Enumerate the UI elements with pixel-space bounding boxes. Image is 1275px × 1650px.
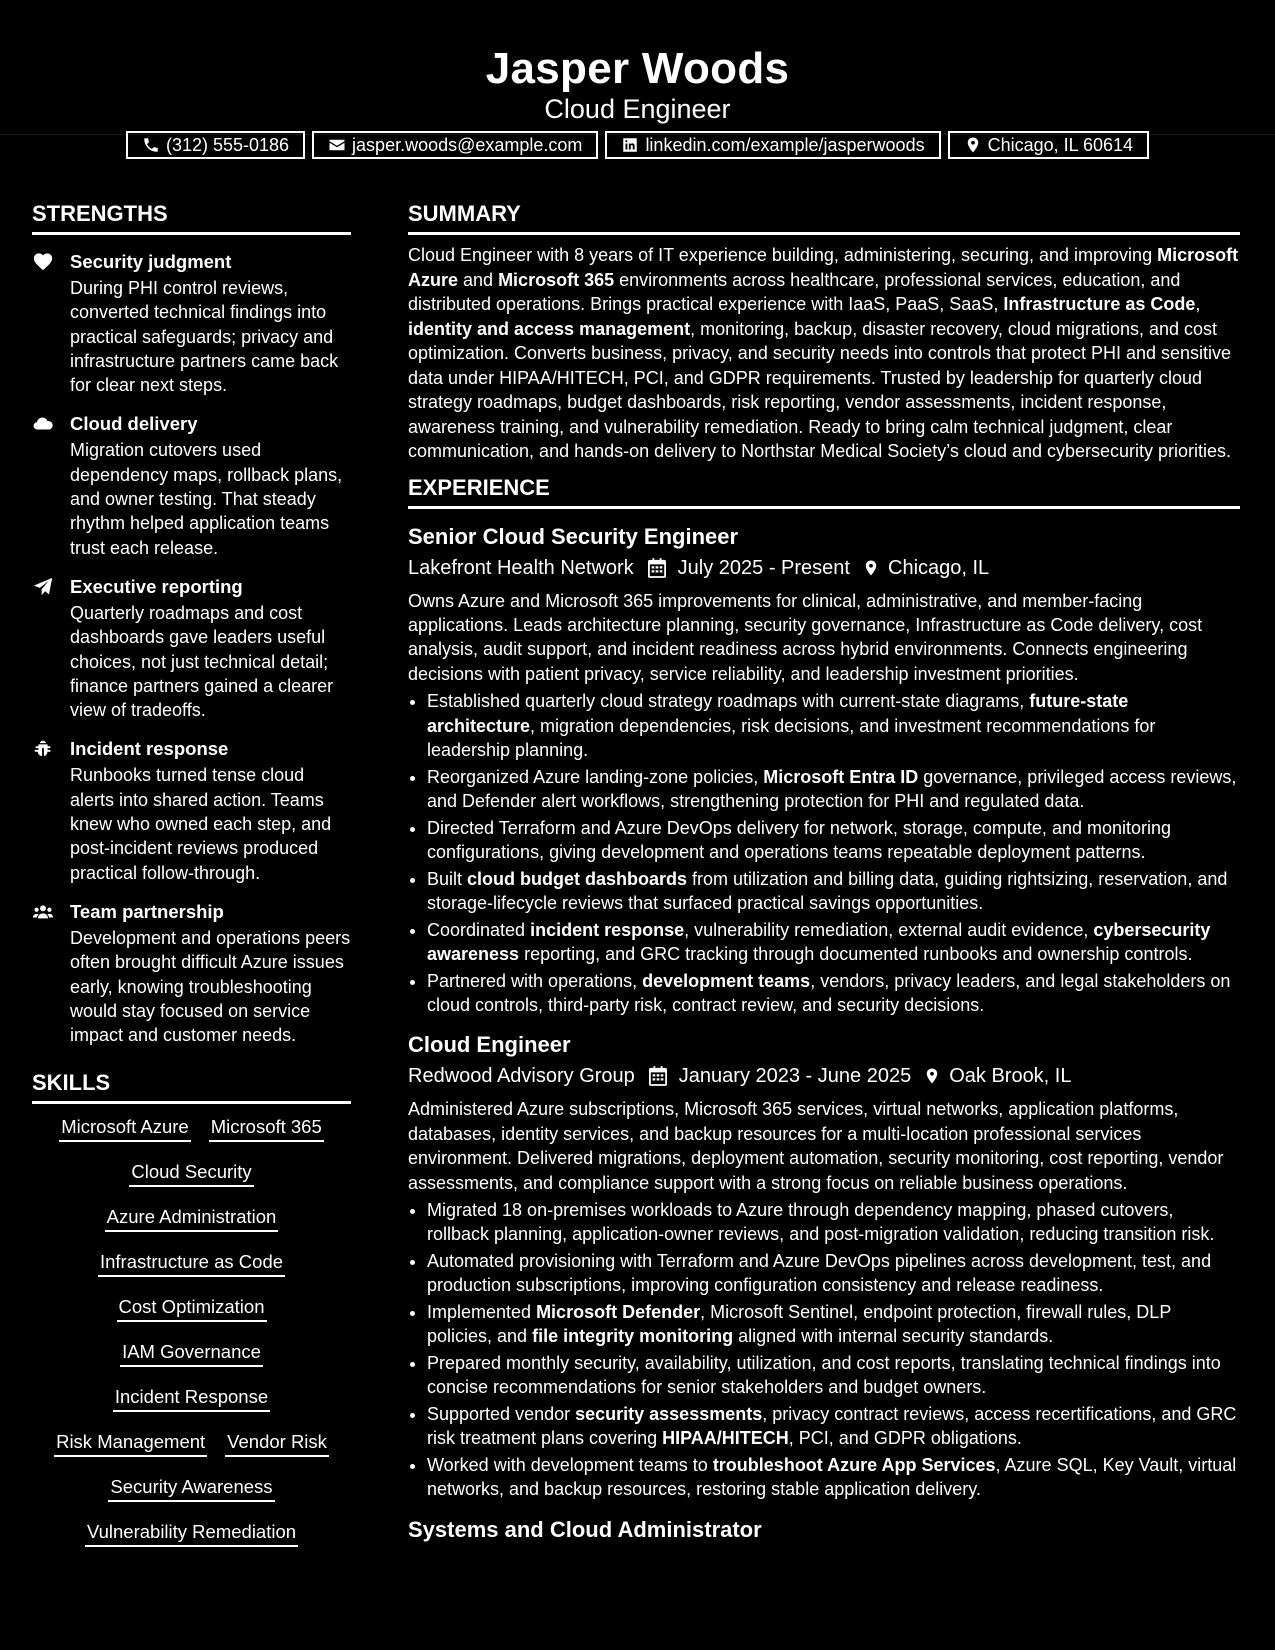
- contact-phone[interactable]: [126, 131, 305, 159]
- strength-desc: Migration cutovers used dependency maps, rollback plans, and owner testing. That steady rhythm helped application teams trust each release.: [70, 440, 343, 558]
- bullet-item: • Built cloud budget dashboards from utilization and billing data, guiding rightsizing, reservation, and storage-lifecycle reviews that surfaced practical savings opportunities.: [427, 867, 1240, 916]
- bullet-item: • Automated provisioning with Terraform and Azure DevOps pipelines across development, test, and production subscriptions, improving configuration consistency and release readiness.: [427, 1249, 1240, 1298]
- job-entry: [408, 523, 1240, 1018]
- cloud-icon: [32, 413, 54, 435]
- skill-row: [32, 1243, 351, 1288]
- bullet-item: • Supported vendor security assessments, privacy contract reviews, access recertifications, and GRC risk treatment plans covering HIPAA/HITECH, PCI, and GDPR obligations.: [427, 1402, 1240, 1451]
- job-title: Cloud Engineer: [408, 1032, 571, 1058]
- location-pin-icon: [923, 1066, 941, 1086]
- skill-row: [32, 1288, 351, 1333]
- left-column: [32, 200, 351, 1558]
- candidate-name: Jasper Woods: [485, 44, 790, 93]
- skill-row: [32, 1108, 351, 1153]
- contact-location[interactable]: [948, 131, 1149, 159]
- paper-plane-icon: [32, 576, 54, 598]
- bullet-item: • Implemented Microsoft Defender, Microsoft Sentinel, endpoint protection, firewall rules, DLP policies, and file integrity monitoring aligned with internal security standards.: [427, 1300, 1240, 1349]
- heart-icon: [32, 251, 54, 273]
- location-pin-icon: [964, 136, 982, 154]
- strength-desc: Development and operations peers often brought difficult Azure issues early, knowing troubleshooting would stay focused on service impact and customer needs.: [70, 927, 351, 1046]
- strength-desc: During PHI control reviews, converted technical findings into practical safeguards; privacy and infrastructure partners came back for clear next steps.: [70, 278, 339, 396]
- contact-bar: [0, 131, 1275, 159]
- resume-header: [0, 0, 1275, 155]
- strength-desc: Quarterly roadmaps and cost dashboards gave leaders useful choices, not just technical detail; finance partners gained a clearer view of tradeoffs.: [70, 602, 334, 721]
- job-description: Administered Azure subscriptions, Microsoft 365 services, virtual networks, application platforms, databases, identity services, and backup resources for a multi-location professional services environment. Delivered migrations, deployment automation, security monitoring, cost reporting, vendor assessments, and compliance support with a strong focus on reliable business operations.: [408, 1099, 1224, 1193]
- right-column: [408, 200, 1240, 1544]
- contact-email[interactable]: [312, 131, 598, 159]
- strength-title: Team partnership: [70, 900, 224, 922]
- skill-row: [32, 1423, 351, 1468]
- strength-item: [32, 412, 351, 559]
- job-description: Owns Azure and Microsoft 365 improvements for clinical, administrative, and member-facing applications. Leads architecture planning, security governance, Infrastructure as Code delivery, cost analysis, audit support, and incident readiness across hybrid environments. Connects engineering decisions with patient privacy, service reliability, and leadership investment priorities.: [408, 590, 1203, 684]
- skill-tag: Azure Administration: [105, 1206, 279, 1232]
- skill-row: [32, 1153, 351, 1198]
- strength-item: [32, 575, 351, 722]
- bullet-item: • Established quarterly cloud strategy roadmaps with current-state diagrams, future-state architecture, migration dependencies, risk decisions, and investment recommendations for leadership planning.: [427, 689, 1240, 762]
- strength-title: Security judgment: [70, 251, 232, 272]
- phone-icon: [142, 136, 160, 154]
- job-bullets: [408, 1198, 1240, 1502]
- bullet-item: • Reorganized Azure landing-zone policies, Microsoft Entra ID governance, privileged access reviews, and Defender alert workflows, strengthening protection for PHI and regulated data.: [427, 765, 1240, 814]
- skill-row: [32, 1198, 351, 1243]
- linkedin-text: linkedin.com/example/jasperwoods: [645, 134, 925, 155]
- skill-tag: Microsoft 365: [209, 1116, 324, 1142]
- strength-title: Cloud delivery: [70, 413, 198, 435]
- location-pin-icon: [862, 558, 880, 578]
- job-location: Chicago, IL: [888, 556, 990, 579]
- linkedin-icon: [621, 136, 639, 154]
- contact-linkedin[interactable]: [605, 131, 940, 159]
- skill-row: [32, 1378, 351, 1423]
- email-text: jasper.woods@example.com: [352, 134, 583, 155]
- strength-item: [32, 900, 351, 1047]
- bullet-item: • Prepared monthly security, availability, utilization, and cost reports, translating technical findings into concise recommendations for senior stakeholders and budget owners.: [427, 1351, 1240, 1400]
- skill-tag: Cost Optimization: [117, 1296, 267, 1322]
- job-location: Oak Brook, IL: [949, 1065, 1072, 1088]
- job-title: Senior Cloud Security Engineer: [408, 523, 739, 549]
- skill-row: [32, 1333, 351, 1378]
- skill-tag: Microsoft Azure: [59, 1116, 191, 1142]
- job-entry: [408, 1031, 1240, 1501]
- bullet-item: • Coordinated incident response, vulnerability remediation, external audit evidence, cybersecurity awareness reporting, and GRC tracking through documented runbooks and ownership controls.: [427, 918, 1240, 967]
- skill-tag: IAM Governance: [120, 1341, 263, 1367]
- skill-tag: Incident Response: [113, 1386, 270, 1412]
- bug-icon: [32, 738, 54, 760]
- envelope-icon: [328, 136, 346, 154]
- skill-tag: Vulnerability Remediation: [85, 1521, 298, 1547]
- strength-item: [32, 250, 351, 397]
- skill-row: [32, 1513, 351, 1558]
- summary-text: Cloud Engineer with 8 years of IT experience building, administering, securing, and improving Microsoft Azure and Microsoft 365 environments across healthcare, professional services, education, and distributed operations. Brings practical experience with IaaS, PaaS, SaaS, Infrastructure as Code, identity and access management, monitoring, backup, disaster recovery, cloud migrations, and cost optimization. Converts business, privacy, and security needs into controls that protect PHI and sensitive data under HIPAA/HITECH, PCI, and GDPR requirements. Trusted by leadership for quarterly cloud strategy roadmaps, budget dashboards, risk reporting, vendor assessments, incident response, awareness training, and vulnerability remediation. Ready to bring calm technical judgment, clear communication, and hands-on delivery to Northstar Medical Society’s cloud and cybersecurity priorities.: [408, 245, 1239, 461]
- users-icon: [32, 901, 54, 923]
- experience-list: [408, 523, 1240, 1544]
- strength-desc: Runbooks turned tense cloud alerts into shared action. Teams knew who owned each step, and post-incident reviews produced practical follow-through.: [70, 765, 332, 883]
- strength-item: [32, 737, 351, 884]
- skills-heading: SKILLS: [32, 1069, 351, 1104]
- skill-tag: Cloud Security: [129, 1161, 253, 1187]
- job-dates: January 2023 - June 2025: [678, 1065, 912, 1088]
- location-text: Chicago, IL 60614: [987, 134, 1134, 155]
- job-dates: July 2025 - Present: [677, 556, 850, 579]
- strengths-heading: STRENGTHS: [32, 200, 351, 235]
- strength-title: Executive reporting: [70, 575, 243, 597]
- job-title: Systems and Cloud Administrator: [408, 1516, 762, 1542]
- skills-list: [32, 1108, 351, 1558]
- bullet-item: • Migrated 18 on-premises workloads to Azure through dependency mapping, phased cutovers, rollback planning, application-owner reviews, and post-migration validation, reducing transition risk.: [427, 1198, 1240, 1247]
- job-company: Lakefront Health Network: [408, 556, 634, 579]
- candidate-title: Cloud Engineer: [544, 94, 731, 124]
- strength-title: Incident response: [70, 738, 229, 760]
- job-meta: [408, 1062, 1240, 1090]
- calendar-icon: [649, 1066, 667, 1086]
- job-meta: [408, 554, 1240, 582]
- calendar-icon: [648, 558, 666, 578]
- skill-tag: Risk Management: [54, 1431, 207, 1457]
- skill-row: [32, 1468, 351, 1513]
- job-entry: [408, 1516, 1240, 1544]
- bullet-item: • Partnered with operations, development teams, vendors, privacy leaders, and legal stakeholders on cloud controls, third-party risk, contract review, and security decisions.: [427, 969, 1240, 1018]
- job-bullets: [408, 689, 1240, 1017]
- phone-text: (312) 555-0186: [165, 134, 290, 155]
- bullet-item: • Directed Terraform and Azure DevOps delivery for network, storage, compute, and monitoring configurations, giving development and operations teams repeatable deployment patterns.: [427, 816, 1240, 865]
- skill-tag: Security Awareness: [108, 1476, 274, 1502]
- bullet-item: • Worked with development teams to troubleshoot Azure App Services, Azure SQL, Key Vault, virtual networks, and backup resources, restoring stable application delivery.: [427, 1453, 1240, 1502]
- job-company: Redwood Advisory Group: [408, 1065, 635, 1088]
- summary-heading: SUMMARY: [408, 200, 1240, 235]
- skill-tag: Vendor Risk: [225, 1431, 329, 1457]
- experience-heading: EXPERIENCE: [408, 474, 1240, 509]
- skill-tag: Infrastructure as Code: [98, 1251, 285, 1277]
